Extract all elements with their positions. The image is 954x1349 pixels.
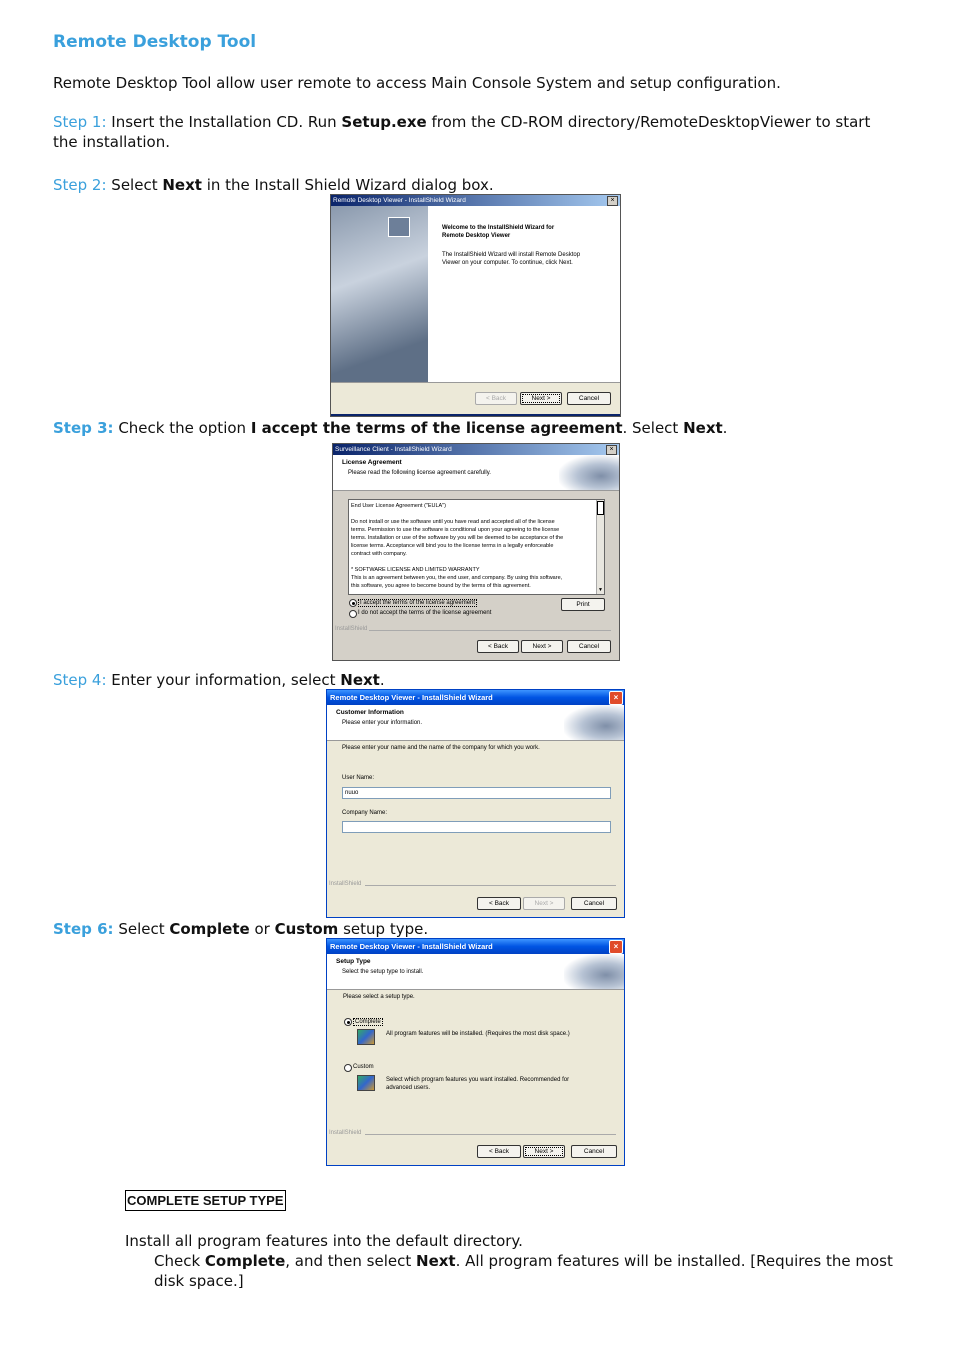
cancel-button[interactable]: Cancel	[571, 1145, 617, 1158]
cp2-b1: Complete	[204, 1252, 286, 1270]
eula-line: this software, you agree to become bound by the terms of this agreement.	[351, 583, 531, 589]
welcome-body1: The InstallShield Wizard will install Remote Desktop	[442, 252, 581, 258]
eula-line: license terms. Acceptance will bind you to the license terms in a legally enforceable	[351, 543, 554, 549]
eula-line: End User License Agreement ("EULA")	[351, 503, 447, 509]
complete-setup-heading: COMPLETE SETUP TYPE	[125, 1190, 286, 1211]
cp2-b2: Next	[416, 1252, 456, 1270]
next-button[interactable]: Next >	[521, 640, 563, 653]
back-button[interactable]: < Back	[475, 392, 517, 405]
step2-sep: :	[101, 176, 107, 194]
cancel-button[interactable]: Cancel	[567, 640, 611, 653]
cp2-t3: . All program features will be installed. [Requires the most	[455, 1252, 893, 1270]
welcome-line1: Welcome to the InstallShield Wizard for	[442, 225, 555, 231]
divider	[369, 630, 611, 631]
step6-t1: Select	[113, 920, 170, 938]
step4-t2: .	[379, 671, 385, 689]
installshield-logo-icon	[388, 217, 410, 237]
dialog1-bottom-border	[331, 414, 620, 416]
complete-para1: Install all program features into the default directory.	[125, 1232, 523, 1250]
step1-b1: Setup.exe	[341, 113, 427, 131]
customer-prompt: Please enter your name and the name of the company for which you work.	[342, 745, 540, 751]
eula-line: Do not install or use the software until you have read and accepted all of the license	[351, 519, 555, 525]
custom-desc1: Select which program features you want installed. Recommended for	[386, 1077, 570, 1083]
back-button[interactable]: < Back	[477, 897, 521, 910]
close-icon[interactable]: ×	[606, 445, 617, 455]
close-icon[interactable]: ×	[609, 940, 623, 954]
close-icon[interactable]: ×	[607, 196, 618, 206]
eula-line	[351, 558, 602, 566]
step3-t2: . Select	[622, 419, 684, 437]
wizard-side-art	[331, 206, 428, 382]
step3-t1: Check the option	[113, 419, 251, 437]
step2-label: Step 2	[53, 176, 102, 194]
license-header-title: License Agreement	[342, 459, 402, 466]
custom-desc2: advanced users.	[386, 1085, 431, 1091]
step3-b2: Next	[683, 419, 723, 437]
step1-t2: from the CD-ROM directory/RemoteDesktopViewer to start	[426, 113, 871, 131]
eula-textbox[interactable]	[348, 499, 605, 595]
back-button[interactable]: < Back	[477, 640, 519, 653]
cp2-t1: Check	[154, 1252, 205, 1270]
customer-header-title: Customer Information	[336, 709, 404, 716]
eula-text	[349, 500, 604, 592]
complete-para2	[154, 1251, 914, 1291]
next-button[interactable]: Next >	[520, 392, 562, 405]
step4-b1: Next	[340, 671, 380, 689]
accept-radio[interactable]	[349, 599, 357, 607]
step1-line2: the installation.	[53, 133, 170, 151]
step6-label: Step 6:	[53, 920, 114, 938]
license-dialog	[332, 443, 620, 661]
cancel-button[interactable]: Cancel	[571, 897, 617, 910]
cp2-t2: , and then select	[285, 1252, 417, 1270]
welcome-line2: Remote Desktop Viewer	[442, 233, 511, 239]
page-title: Remote Desktop Tool	[53, 32, 257, 52]
header-art	[564, 705, 624, 740]
custom-setup-icon	[357, 1075, 375, 1091]
eula-line: contract with company.	[351, 551, 407, 557]
print-button[interactable]: Print	[561, 598, 605, 611]
eula-line: terms. Installation or use of the software by you will be deemed to be acceptance of the	[351, 535, 564, 541]
step3-text	[53, 418, 727, 438]
complete-desc: All program features will be installed. (Requires the most disk space.)	[386, 1031, 570, 1037]
step1-label: Step 1	[53, 113, 102, 131]
custom-radio[interactable]	[344, 1064, 352, 1072]
setup-header-subtitle: Select the setup type to install.	[342, 969, 424, 975]
step3-label: Step 3:	[53, 419, 114, 437]
company-name-input[interactable]	[342, 821, 611, 833]
step6-t2: or	[249, 920, 275, 938]
step3-t3: .	[722, 419, 728, 437]
dialog3-titlebar	[327, 690, 624, 705]
decline-radio[interactable]	[349, 610, 357, 618]
setup-type-dialog	[326, 938, 625, 1166]
step4-t1: Enter your information, select	[106, 671, 341, 689]
step3-b1: I accept the terms of the license agreement	[250, 419, 623, 437]
step4-sep: :	[101, 671, 107, 689]
step6-b2: Custom	[274, 920, 339, 938]
step1-sep: :	[101, 113, 107, 131]
installshield-label: InstallShield	[329, 881, 362, 887]
installshield-label: InstallShield	[329, 1130, 362, 1136]
step2-t1: Select	[106, 176, 163, 194]
license-header	[333, 455, 619, 491]
dialog1-title: Remote Desktop Viewer - InstallShield Wizard	[333, 197, 466, 204]
welcome-dialog	[330, 194, 621, 417]
custom-label[interactable]: Custom	[353, 1064, 374, 1070]
customer-header	[327, 705, 624, 741]
intro-text: Remote Desktop Tool allow user remote to access Main Console System and setup configuration.	[53, 74, 781, 92]
divider	[365, 1134, 616, 1135]
step1-text	[53, 112, 913, 152]
cancel-button[interactable]: Cancel	[567, 392, 611, 405]
dialog3-title: Remote Desktop Viewer - InstallShield Wizard	[330, 693, 493, 702]
setup-prompt: Please select a setup type.	[343, 994, 415, 1000]
eula-line: terms. Permission to use the software is conditional upon your agreeing to the license	[351, 527, 560, 533]
scrollbar-thumb[interactable]	[597, 501, 604, 515]
dialog4-titlebar	[327, 939, 624, 954]
complete-setup-icon	[357, 1029, 375, 1045]
step6-t3: setup type.	[338, 920, 429, 938]
divider	[331, 382, 620, 383]
eula-line: * SOFTWARE LICENSE AND LIMITED WARRANTY	[351, 567, 480, 573]
step6-b1: Complete	[169, 920, 250, 938]
step4-text	[53, 670, 385, 690]
welcome-content	[428, 206, 620, 382]
customer-header-subtitle: Please enter your information.	[342, 720, 423, 726]
setup-header-title: Setup Type	[336, 958, 371, 965]
user-name-label: User Name:	[342, 775, 375, 781]
decline-label[interactable]: I do not accept the terms of the license agreement	[358, 610, 492, 616]
scroll-down-icon[interactable]: ▼	[598, 587, 603, 593]
step2-b1: Next	[162, 176, 202, 194]
customer-info-dialog	[326, 689, 625, 918]
step2-text	[53, 175, 494, 195]
cp2-line2: disk space.]	[154, 1272, 244, 1290]
dialog1-titlebar	[331, 195, 620, 206]
next-button[interactable]: Next >	[523, 897, 565, 910]
dialog4-title: Remote Desktop Viewer - InstallShield Wizard	[330, 942, 493, 951]
accept-label[interactable]: I accept the terms of the license agreement	[360, 600, 476, 606]
close-icon[interactable]: ×	[609, 691, 623, 705]
step2-t2: in the Install Shield Wizard dialog box.	[201, 176, 494, 194]
license-header-subtitle: Please read the following license agreement carefully.	[348, 470, 491, 476]
eula-line: This is an agreement between you, the end user, and company. By using this software,	[351, 575, 563, 581]
step1-t1: Insert the Installation CD. Run	[106, 113, 342, 131]
step6-text	[53, 919, 428, 939]
setup-header	[327, 954, 624, 990]
company-name-label: Company Name:	[342, 810, 388, 816]
divider	[365, 885, 616, 886]
header-art	[564, 954, 624, 989]
installshield-label: InstallShield	[335, 626, 368, 632]
eula-line	[351, 510, 602, 518]
complete-radio[interactable]	[344, 1018, 352, 1026]
dialog2-title: Surveillance Client - InstallShield Wizard	[335, 446, 452, 453]
complete-label[interactable]: Complete	[355, 1019, 381, 1025]
user-name-input[interactable]: nuuo	[342, 787, 611, 799]
back-button[interactable]: < Back	[477, 1145, 521, 1158]
welcome-body2: Viewer on your computer. To continue, click Next.	[442, 260, 573, 266]
dialog2-titlebar	[333, 444, 619, 455]
step4-label: Step 4	[53, 671, 102, 689]
header-art	[559, 455, 619, 490]
eula-scrollbar[interactable]	[596, 500, 604, 594]
next-button[interactable]: Next >	[523, 1145, 565, 1158]
